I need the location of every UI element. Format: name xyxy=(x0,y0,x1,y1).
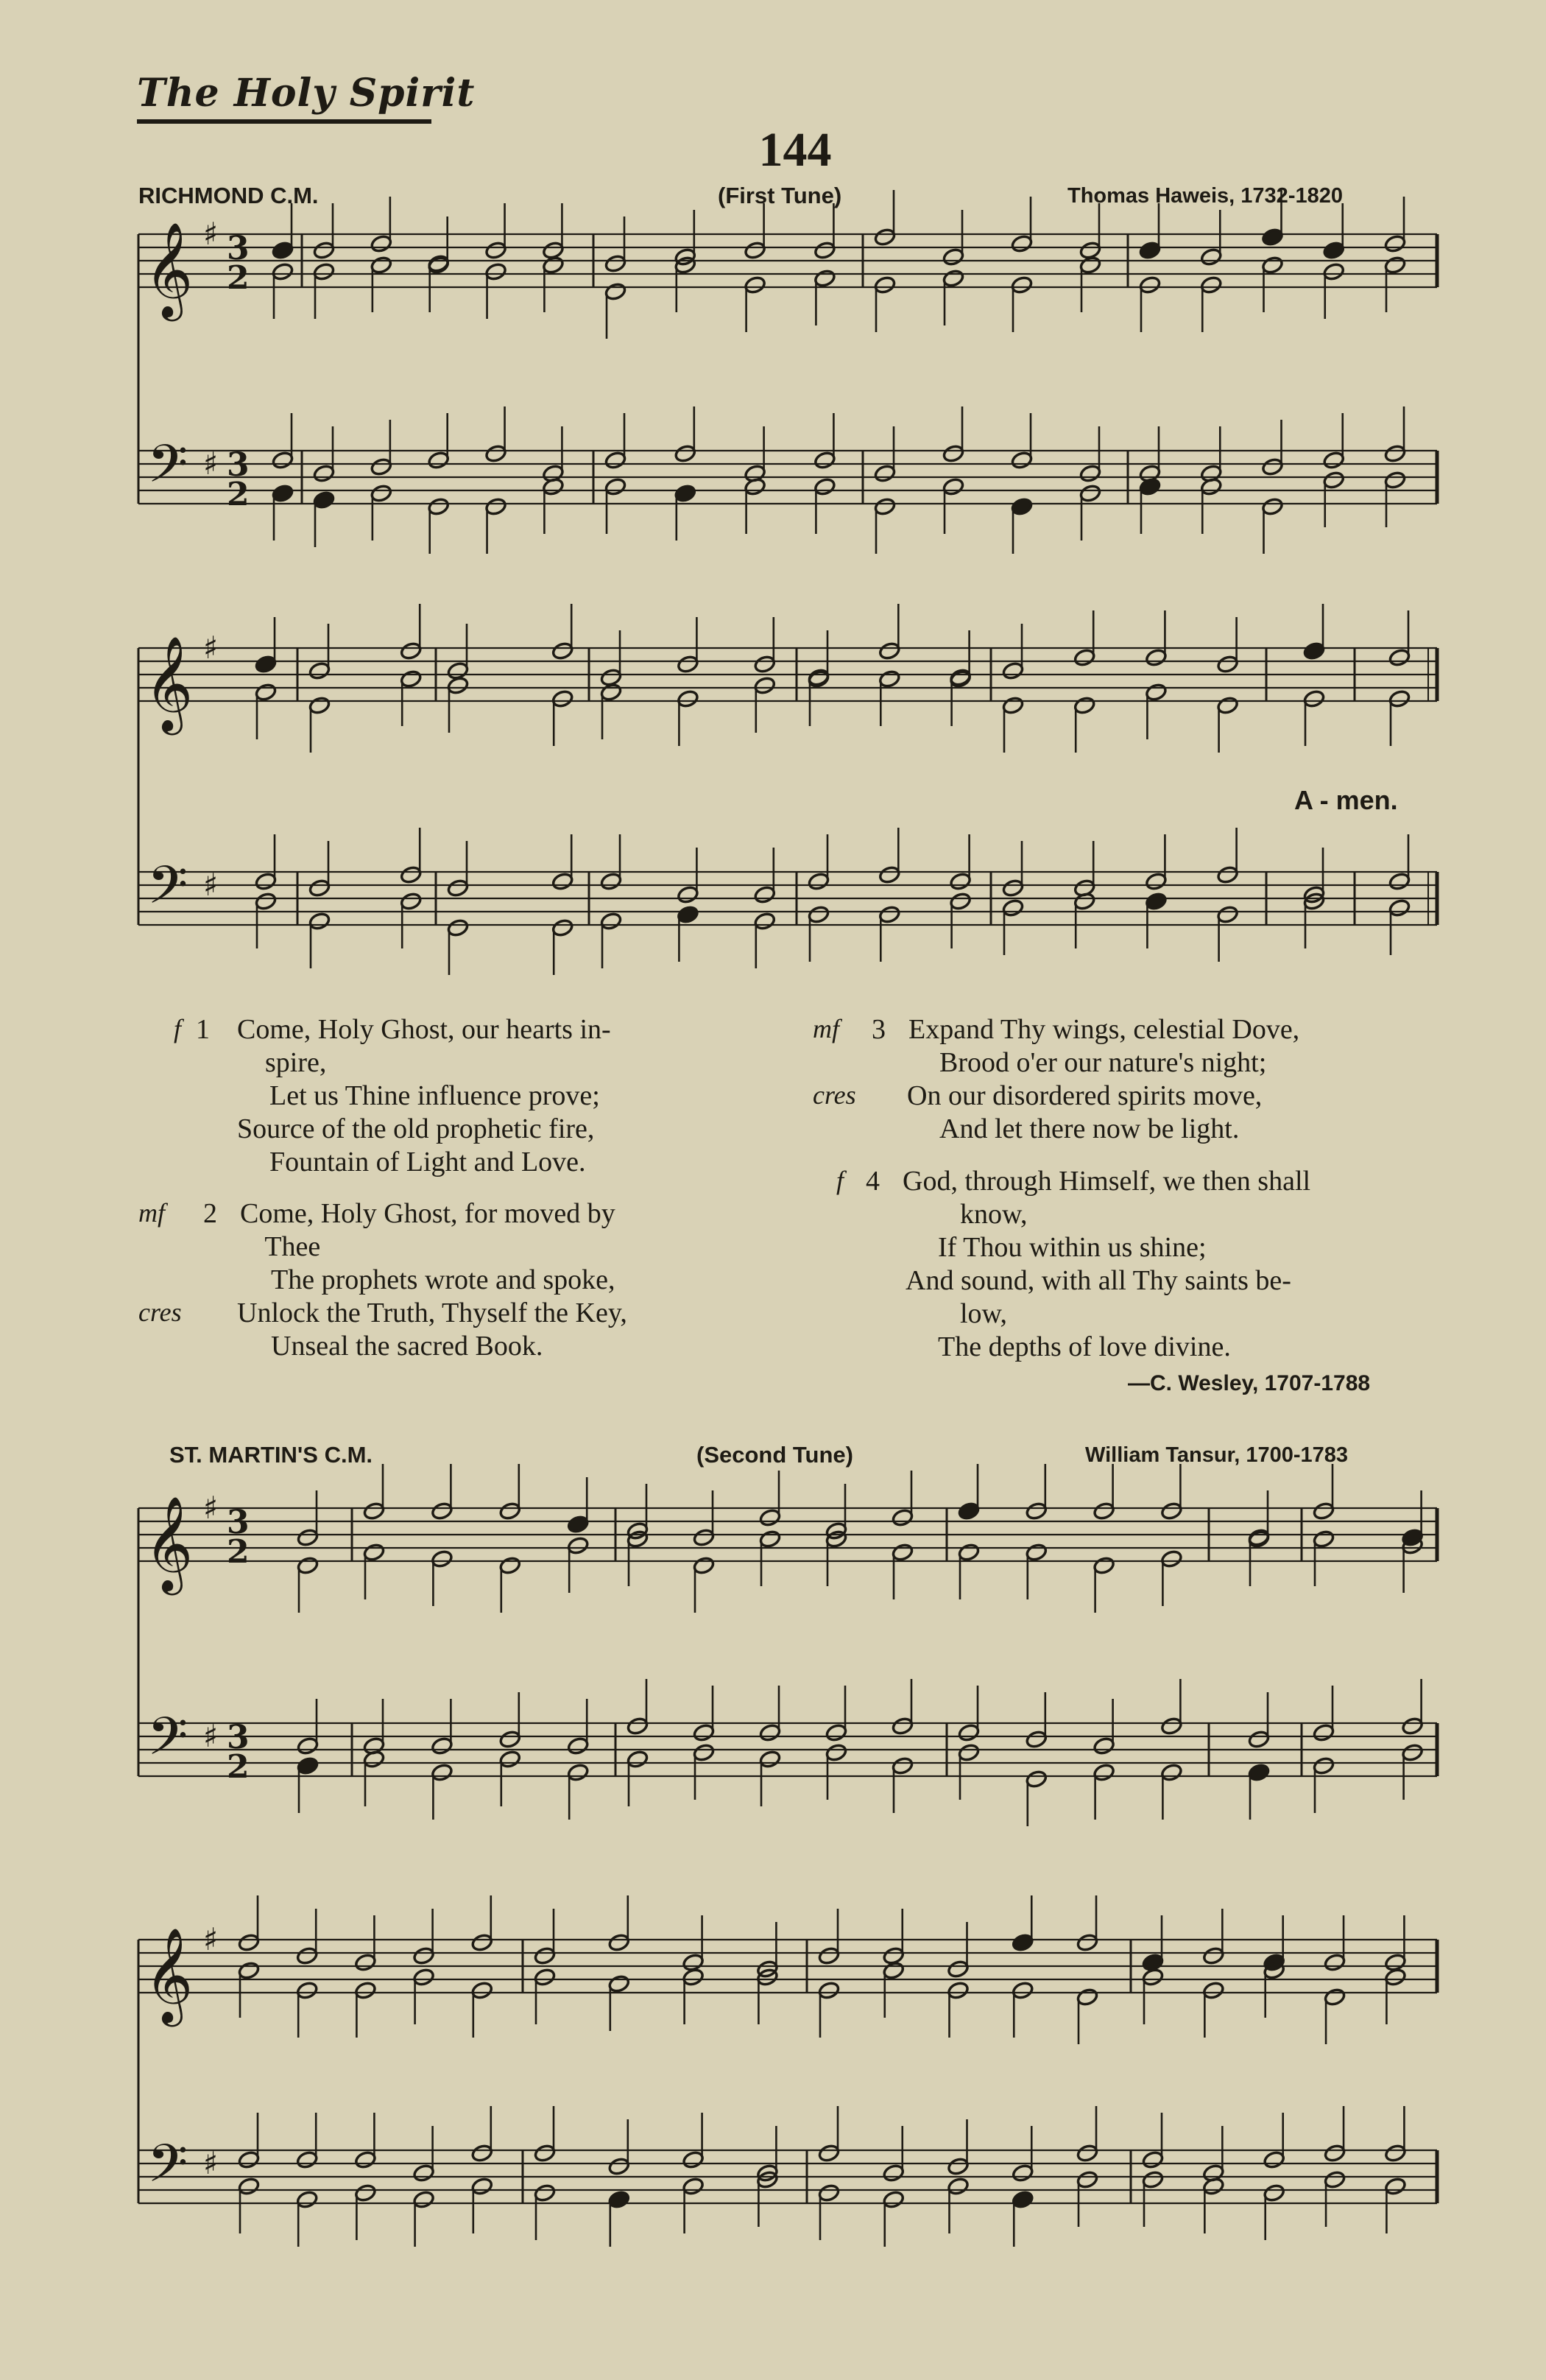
stanza-1-line-3: Let us Thine influence prove; xyxy=(269,1080,600,1111)
tune1-label: (First Tune) xyxy=(718,183,842,208)
stanza-4-line-3: If Thou within us shine; xyxy=(938,1232,1207,1263)
sharp: ♯ xyxy=(203,2145,219,2181)
stanza-3-line-2: Brood o'er our nature's night; xyxy=(939,1047,1267,1078)
sharp: ♯ xyxy=(203,630,219,666)
stanza-2-line-2: Thee xyxy=(237,1231,321,1262)
stanza-2-dynamic: mf xyxy=(138,1198,165,1228)
stanza-4-line-1: God, through Himself, we then shall xyxy=(903,1166,1311,1197)
sharp: ♯ xyxy=(203,1921,219,1957)
section-title: The Holy Spirit xyxy=(137,71,476,116)
stanza-3-dynamic: mf xyxy=(813,1014,839,1043)
sharp: ♯ xyxy=(203,1718,219,1754)
sharp: ♯ xyxy=(203,216,219,252)
stanza-1-number: 1 xyxy=(196,1014,210,1045)
tune2-composer: William Tansur, 1700-1783 xyxy=(1085,1443,1349,1467)
time-signature: 3 xyxy=(227,230,250,267)
treble-clef: 𝄞 xyxy=(144,1927,194,2023)
stanza-4-line-4: And sound, with all Thy saints be- xyxy=(906,1265,1291,1296)
time-signature: 3 xyxy=(227,1719,250,1756)
stanza-1-line-4: Source of the old prophetic fire, xyxy=(237,1113,595,1144)
time-signature: 3 xyxy=(227,1504,250,1541)
stanza-2-number: 2 xyxy=(203,1198,217,1229)
treble-clef: 𝄞 xyxy=(144,1496,194,1591)
bass-clef: 𝄢 xyxy=(147,1706,188,1780)
stanza-1-line-1: Come, Holy Ghost, our hearts in- xyxy=(237,1014,611,1045)
time-signature: 2 xyxy=(227,1533,250,1571)
hymn-author: —C. Wesley, 1707-1788 xyxy=(1128,1371,1371,1395)
stanza-4-line-2: know, xyxy=(932,1199,1028,1230)
stanza-2-line-3: The prophets wrote and spoke, xyxy=(271,1264,615,1295)
time-signature: 2 xyxy=(227,259,250,297)
tune2-name: ST. MARTIN'S C.M. xyxy=(169,1442,373,1468)
stanza-1-dynamic: f xyxy=(174,1014,182,1043)
amen-lyric: A - men. xyxy=(1294,785,1398,815)
treble-clef: 𝄞 xyxy=(144,636,194,731)
stanza-3-cres: cres xyxy=(813,1080,856,1110)
bass-clef: 𝄢 xyxy=(147,434,188,507)
bass-clef: 𝄢 xyxy=(147,2133,188,2207)
stanza-3-line-1: Expand Thy wings, celestial Dove, xyxy=(908,1014,1300,1045)
stanza-2-cres: cres xyxy=(138,1298,182,1327)
bass-clef: 𝄢 xyxy=(147,855,188,929)
hymn-number: 144 xyxy=(758,123,832,177)
time-signature: 2 xyxy=(227,1748,250,1786)
time-signature: 2 xyxy=(227,476,250,513)
sharp: ♯ xyxy=(203,446,219,482)
time-signature: 3 xyxy=(227,446,250,484)
stanza-3-line-4: And let there now be light. xyxy=(939,1113,1240,1144)
stanza-4-dynamic: f xyxy=(836,1166,844,1195)
stanza-3-line-3: On our disordered spirits move, xyxy=(907,1080,1263,1111)
sharp: ♯ xyxy=(203,1490,219,1526)
stanza-1-line-5: Fountain of Light and Love. xyxy=(269,1147,586,1177)
stanza-2-line-4: Unlock the Truth, Thyself the Key, xyxy=(237,1298,627,1328)
stanza-2-line-1: Come, Holy Ghost, for moved by xyxy=(240,1198,615,1229)
treble-clef: 𝄞 xyxy=(144,222,194,317)
tune1-composer: Thomas Haweis, 1732-1820 xyxy=(1067,184,1343,208)
stanza-4-line-5: low, xyxy=(932,1298,1008,1329)
stanza-3-number: 3 xyxy=(872,1014,886,1045)
stanza-1-line-2: spire, xyxy=(237,1047,327,1078)
tune1-name: RICHMOND C.M. xyxy=(138,183,319,208)
tune2-label: (Second Tune) xyxy=(696,1442,853,1468)
stanza-4-line-6: The depths of love divine. xyxy=(938,1331,1231,1362)
stanza-4-number: 4 xyxy=(866,1166,880,1197)
sharp: ♯ xyxy=(203,867,219,903)
stanza-2-line-5: Unseal the sacred Book. xyxy=(271,1331,543,1362)
